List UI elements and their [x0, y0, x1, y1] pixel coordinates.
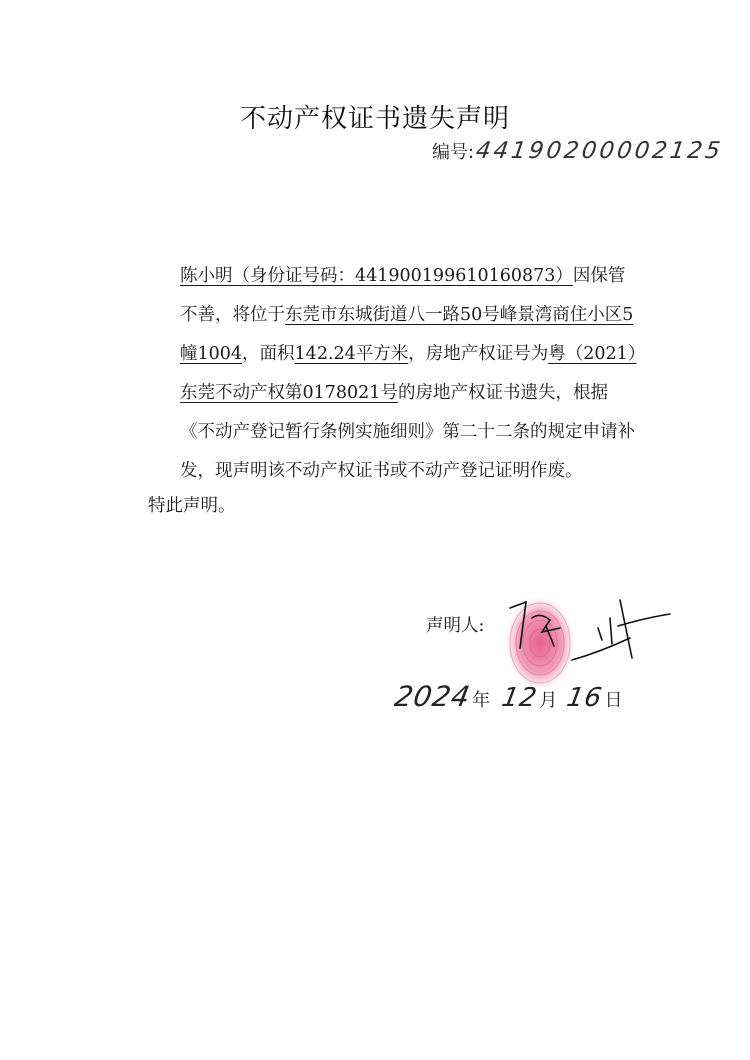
declarant-label: 声明人: — [426, 616, 485, 636]
serial-label: 编号: — [432, 142, 475, 163]
date-year-char: 年 — [472, 690, 491, 711]
date-year: 2024 — [392, 680, 474, 713]
closing-statement: 特此声明。 — [148, 496, 236, 516]
date-day: 16 — [564, 683, 606, 713]
paragraph-text: 的房地产权证书遗失，根据《不动产登记暂行条例实施细则》第二十二条的规定申请补发，现声明该不动产权证书或不动产登记证明作废。 — [180, 383, 635, 481]
declarant-identity: 陈小明（身份证号码：441900199610160873） — [180, 266, 573, 286]
serial-number — [432, 138, 723, 164]
document-title: 不动产权证书遗失声明 — [239, 104, 510, 134]
serial-value-handwritten: 44190200002125 — [474, 138, 725, 164]
property-area: 142.24平方米 — [294, 344, 409, 364]
date-month-char: 月 — [539, 690, 558, 711]
date-day-char: 日 — [604, 690, 623, 711]
declaration-paragraph — [110, 257, 640, 491]
property-address: 东莞市东城街道八一路50号峰景湾商住小区5幢1004 — [180, 305, 634, 364]
signature-date — [392, 680, 624, 713]
certificate-number: 粤（2021）东莞不动产权第0178021号 — [180, 344, 637, 403]
paragraph-text: ，房地产权证号为 — [408, 344, 549, 364]
paragraph-text: 因保管不善，将位于 — [180, 266, 626, 325]
date-month: 12 — [499, 683, 541, 713]
paragraph-text: ，面积 — [242, 344, 295, 364]
